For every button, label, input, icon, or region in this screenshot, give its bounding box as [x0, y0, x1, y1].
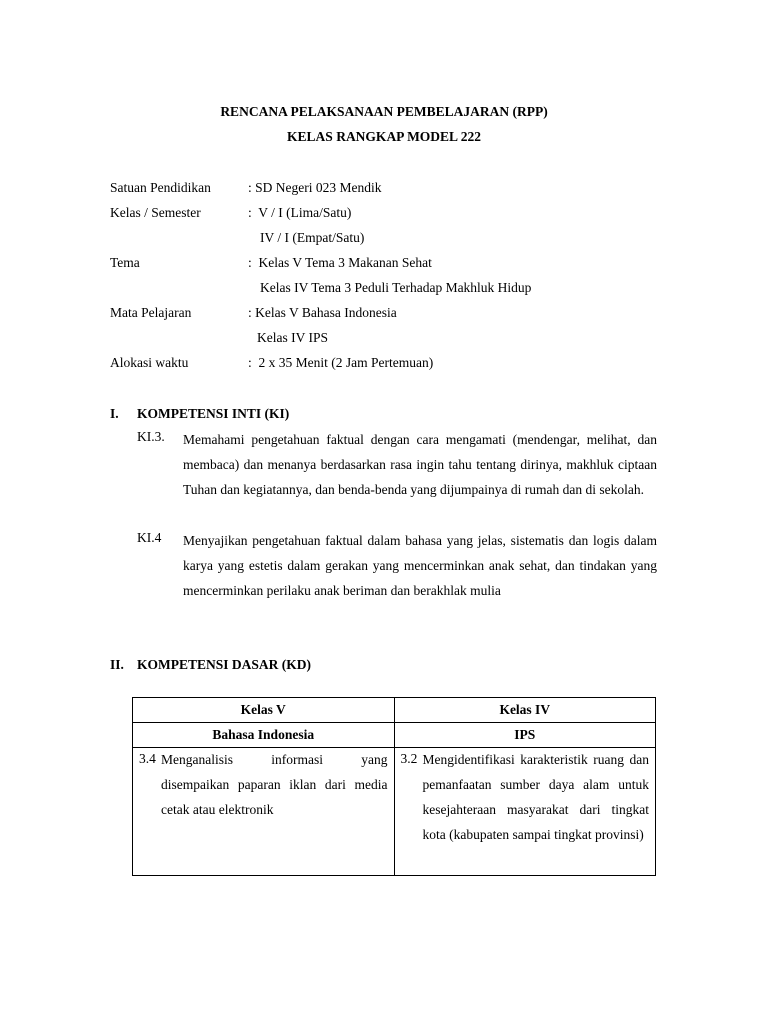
mapel-label: Mata Pelajaran: [110, 305, 192, 320]
kd-cell-kelas-iv: [394, 748, 656, 876]
kelas-label: Kelas / Semester: [110, 205, 201, 220]
table-subject-row: [133, 723, 656, 748]
document-subtitle: KELAS RANGKAP MODEL 222: [287, 129, 481, 144]
tema-label: Tema: [110, 255, 140, 270]
mapel-value-2: Kelas IV IPS: [257, 330, 329, 345]
ki-text: Memahami pengetahuan faktual dengan cara mengamati (mendengar, melihat, dan membaca) dan menanya berdasarkan rasa ingin tahu tentang dirinya, makhluk ciptaan Tuhan dan kegiatannya, dan benda-benda yang dijumpainya di rumah dan di sekolah.: [183, 432, 657, 497]
satuan-label: Satuan Pendidikan: [110, 180, 211, 195]
table-header-row: [133, 698, 656, 723]
kd-text: Menganalisis informasi yang disempaikan paparan iklan dari media cetak atau elektronik: [161, 752, 388, 817]
mapel-value-1: : Kelas V Bahasa Indonesia: [248, 305, 397, 320]
ki-code: KI.3.: [137, 429, 165, 444]
ki-item: [137, 427, 657, 502]
section-title: KOMPETENSI DASAR (KD): [137, 657, 312, 672]
kd-code: 3.4: [139, 751, 156, 766]
kd-table: [132, 697, 656, 876]
ki-item: [137, 528, 657, 603]
section-title: KOMPETENSI INTI (KI): [137, 406, 290, 421]
kelas-value-2: IV / I (Empat/Satu): [260, 230, 365, 245]
kd-cell-kelas-v: [133, 748, 395, 876]
satuan-value: : SD Negeri 023 Mendik: [248, 180, 382, 195]
section-number: II.: [110, 657, 124, 672]
tema-value-2: Kelas IV Tema 3 Peduli Terhadap Makhluk Hidup: [260, 280, 532, 295]
kd-code: 3.2: [400, 751, 418, 766]
alokasi-label: Alokasi waktu: [110, 355, 189, 370]
col-header-kelas-v: Kelas V: [133, 698, 395, 723]
document-title: RENCANA PELAKSANAAN PEMBELAJARAN (RPP): [220, 104, 548, 119]
kelas-value-1: : V / I (Lima/Satu): [248, 205, 352, 220]
table-row: [133, 748, 656, 876]
alokasi-value: : 2 x 35 Menit (2 Jam Pertemuan): [248, 355, 434, 370]
col-header-kelas-iv: Kelas IV: [394, 698, 656, 723]
ki-text: Menyajikan pengetahuan faktual dalam bahasa yang jelas, sistematis dan logis dalam karya yang estetis dalam gerakan yang mencerminkan anak sehat, dan tindakan yang mencerminkan perilaku anak beriman dan berakhlak mulia: [183, 533, 657, 598]
subject-bahasa-indonesia: Bahasa Indonesia: [133, 723, 395, 748]
section-number: I.: [110, 406, 119, 421]
subject-ips: IPS: [394, 723, 656, 748]
ki-code: KI.4: [137, 530, 162, 545]
kd-text: Mengidentifikasi karakteristik ruang dan pemanfaatan sumber daya alam untuk kesejahteraan masyarakat dari tingkat kota (kabupaten sampai tingkat provinsi): [422, 752, 649, 842]
tema-value-1: : Kelas V Tema 3 Makanan Sehat: [248, 255, 432, 270]
